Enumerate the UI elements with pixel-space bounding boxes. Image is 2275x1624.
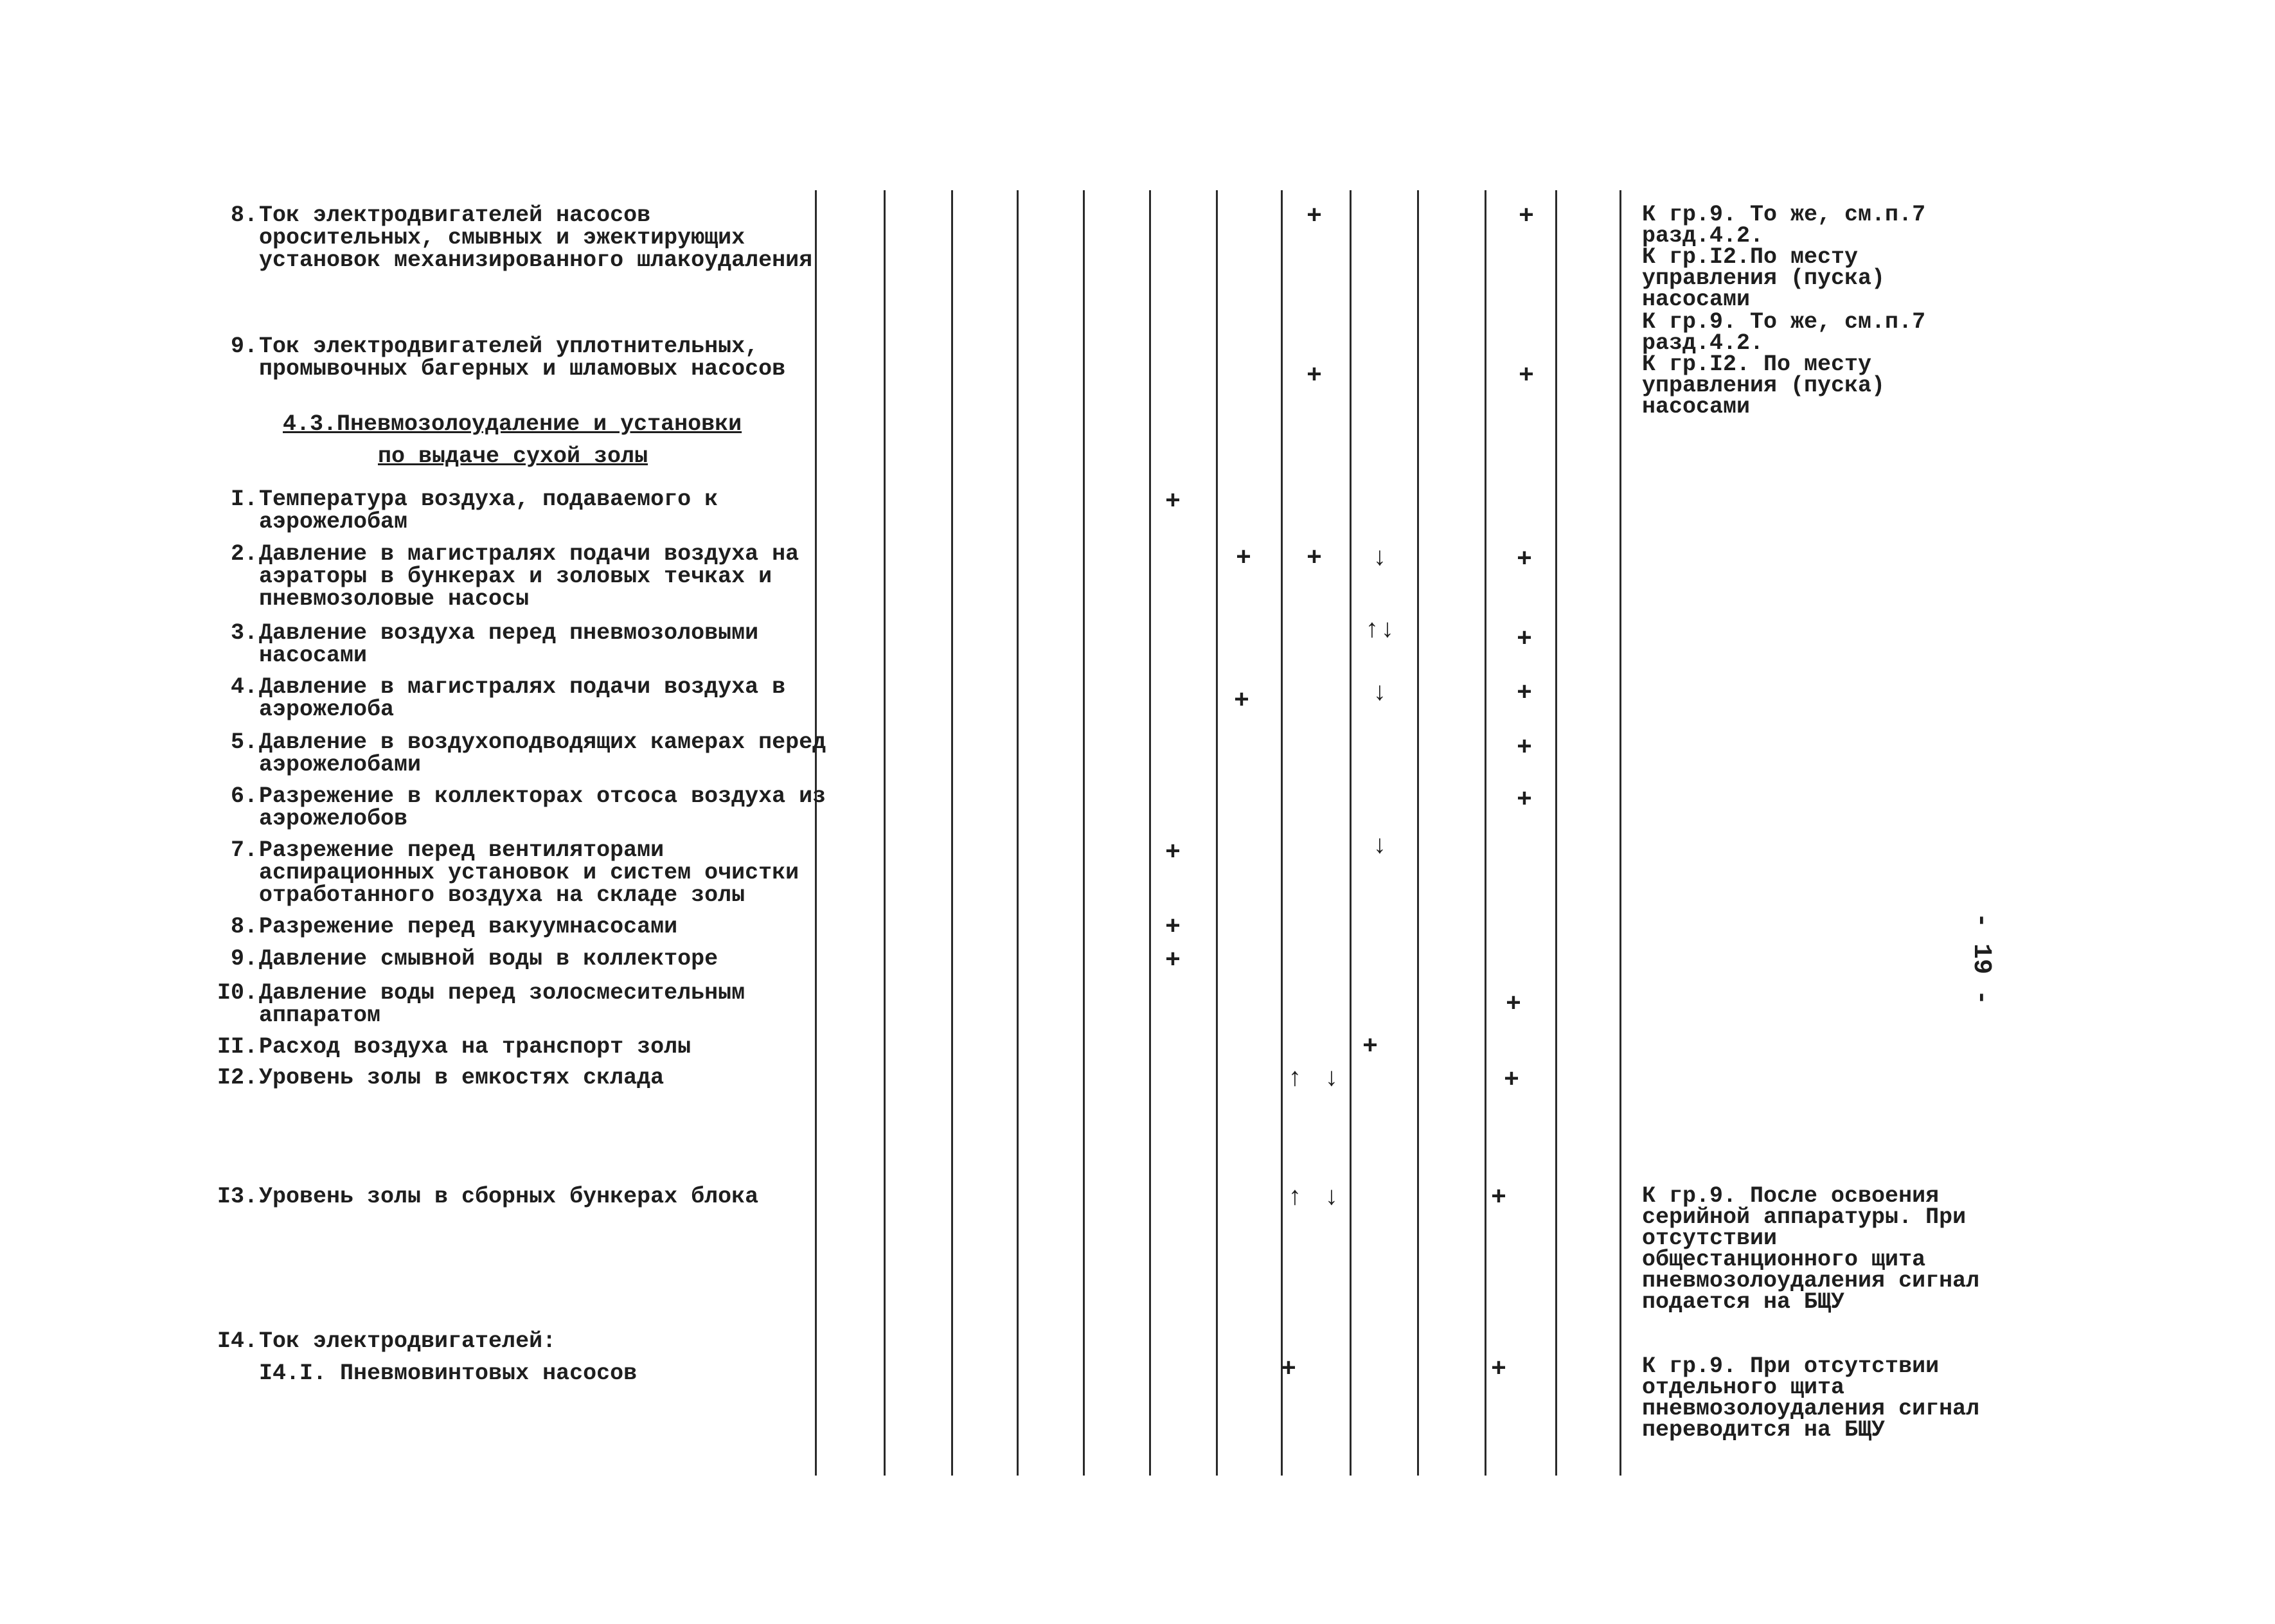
column-divider: [1216, 190, 1218, 1476]
plus-mark: +: [1164, 839, 1181, 868]
plus-mark: +: [1306, 202, 1322, 231]
arrow-down-icon: ↓: [1371, 544, 1387, 573]
arrow-down-icon: ↓: [1371, 832, 1387, 861]
item-number: 3.: [230, 620, 258, 646]
plus-mark: +: [1362, 1033, 1378, 1062]
arrow-up-icon: ↑: [1287, 1184, 1303, 1213]
item-number: 9.: [230, 946, 258, 972]
plus-mark: +: [1503, 1066, 1519, 1095]
column-divider: [884, 190, 886, 1476]
item-number: 4.: [230, 674, 258, 700]
plus-mark: +: [1518, 362, 1534, 391]
item-text: Расход воздуха на транспорт золы: [259, 1034, 691, 1060]
item-text: Ток электродвигателей:: [259, 1328, 557, 1354]
item-number: 6.: [230, 783, 258, 809]
item-number: II.: [217, 1034, 258, 1060]
item-text: Давление в магистралях подачи воздуха на аэраторы в бункерах и золовых течках и пневмозоловые насосы: [259, 541, 813, 612]
column-divider: [1083, 190, 1085, 1476]
item-text: Давление в воздухоподводящих камерах перед аэрожелобами: [259, 729, 840, 778]
item-number: 5.: [230, 729, 258, 755]
item-number: 7.: [230, 837, 258, 863]
arrow-updown-icon: ↑↓: [1364, 616, 1395, 645]
item-text: Давление воздуха перед пневмозоловыми насосами: [259, 620, 772, 668]
item-number: I0.: [217, 980, 258, 1006]
column-divider: [1017, 190, 1019, 1476]
item-number: I4.: [217, 1328, 258, 1354]
arrow-up-icon: ↑: [1287, 1065, 1303, 1094]
plus-mark: +: [1306, 362, 1322, 391]
plus-mark: +: [1164, 913, 1181, 942]
item-number: I.: [230, 486, 258, 512]
item-text: I4.I. Пневмовинтовых насосов: [259, 1361, 638, 1386]
column-divider: [1350, 190, 1352, 1476]
note: К гр.9. После освоения серийной аппаратуры. При отсутствии общестанционного щита пневмозолоудаления сигнал подается на БЩУ: [1642, 1183, 1994, 1315]
note: К гр.9. То же, см.п.7 разд.4.2. К гр.I2. По месту управления (пуска) насосами: [1642, 309, 1926, 420]
column-divider: [1417, 190, 1419, 1476]
item-text: Давление смывной воды в коллекторе: [259, 946, 718, 972]
plus-mark: +: [1516, 546, 1532, 575]
column-divider: [815, 190, 817, 1476]
item-text: Давление в магистралях подачи воздуха в аэрожелоба: [259, 674, 799, 722]
plus-mark: +: [1516, 625, 1532, 654]
plus-mark: +: [1516, 679, 1532, 708]
item-text: Давление воды перед золосмесительным аппаратом: [259, 980, 759, 1028]
column-divider: [951, 190, 953, 1476]
arrow-down-icon: ↓: [1371, 679, 1387, 708]
arrow-down-icon: ↓: [1323, 1065, 1339, 1094]
item-number: 2.: [230, 541, 258, 567]
plus-mark: +: [1235, 544, 1251, 573]
item-text: Разрежение перед вакуумнасосами: [259, 914, 678, 940]
column-divider: [1619, 190, 1621, 1476]
item-text: Разрежение в коллекторах отсоса воздуха из аэрожелобов: [259, 783, 840, 832]
plus-mark: +: [1516, 734, 1532, 763]
item-text: Разрежение перед вентиляторами аспирационных установок и систем очистки отработанного воздуха на складе золы: [259, 837, 813, 908]
plus-mark: +: [1490, 1184, 1506, 1213]
section-heading: 4.3.Пневмозолоудаление и установки: [283, 411, 742, 437]
plus-mark: +: [1505, 990, 1521, 1019]
item-text: Ток электродвигателей уплотнительных, промывочных багерных и шламовых насосов: [259, 334, 786, 382]
plus-mark: +: [1490, 1355, 1506, 1384]
arrow-down-icon: ↓: [1323, 1184, 1339, 1213]
column-divider: [1555, 190, 1557, 1476]
column-divider: [1485, 190, 1486, 1476]
item-text: Уровень золы в сборных бункерах блока: [259, 1184, 759, 1209]
column-divider: [1149, 190, 1151, 1476]
plus-mark: +: [1233, 687, 1249, 716]
plus-mark: +: [1518, 202, 1534, 231]
item-text: Ток электродвигателей насосов оросительных, смывных и эжектирующих установок механизированного шлакоудаления: [259, 202, 813, 273]
item-number: 8.: [230, 202, 258, 228]
item-number: I3.: [217, 1184, 258, 1209]
plus-mark: +: [1164, 947, 1181, 976]
item-number: I2.: [217, 1065, 258, 1091]
note: К гр.9. То же, см.п.7 разд.4.2. К гр.I2.По месту управления (пуска) насосами: [1642, 202, 1926, 312]
column-divider: [1281, 190, 1283, 1476]
note: К гр.9. При отсутствии отдельного щита пневмозолоудаления сигнал переводится на БЩУ: [1642, 1353, 1994, 1443]
plus-mark: +: [1280, 1355, 1296, 1384]
section-heading: по выдаче сухой золы: [378, 443, 648, 469]
page-number: - 19 -: [1967, 913, 1995, 1006]
item-number: 9.: [230, 334, 258, 359]
item-number: 8.: [230, 914, 258, 940]
item-text: Уровень золы в емкостях склада: [259, 1065, 665, 1091]
item-text: Температура воздуха, подаваемого к аэрожелобам: [259, 486, 732, 535]
plus-mark: +: [1306, 544, 1322, 573]
plus-mark: +: [1516, 786, 1532, 815]
plus-mark: +: [1164, 488, 1181, 517]
